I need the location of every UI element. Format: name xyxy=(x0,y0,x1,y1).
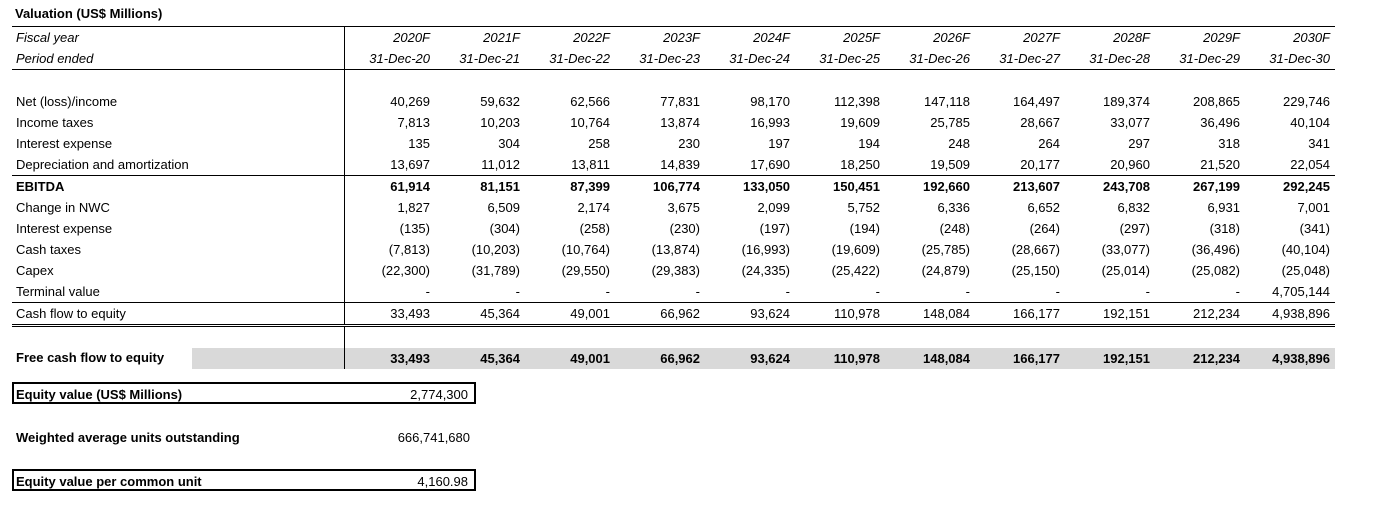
period-cell: 31-Dec-27 xyxy=(975,48,1065,70)
spacer-cell xyxy=(795,326,885,349)
fcf-value-cell: 192,151 xyxy=(1065,348,1155,369)
value-cell: 25,785 xyxy=(930,115,970,130)
value-cell: 192,660 xyxy=(885,176,975,198)
year-cell: 2022F xyxy=(525,27,615,49)
value-cell: - xyxy=(605,284,610,299)
value-cell: 40,104 xyxy=(1290,115,1330,130)
value-cell: 213,607 xyxy=(975,176,1065,198)
spacer-cell xyxy=(525,70,615,92)
value-cell: (258) xyxy=(579,221,610,236)
value-cell: 164,497 xyxy=(1013,94,1060,109)
value-cell: 135 xyxy=(345,133,436,154)
row-label: EBITDA xyxy=(12,176,345,198)
row-label: Interest expense xyxy=(16,221,113,236)
valuation-table xyxy=(12,26,1335,369)
fiscal-year-label: Fiscal year xyxy=(12,27,345,49)
value-cell: (33,077) xyxy=(1101,242,1150,257)
value-cell: - xyxy=(1145,284,1150,299)
value-cell: 7,001 xyxy=(1297,200,1330,215)
value-cell: 19,509 xyxy=(930,157,970,172)
value-cell: 33,077 xyxy=(1110,115,1150,130)
fcf-value-cell: 110,978 xyxy=(795,348,885,369)
equity-value-label: Equity value (US$ Millions) xyxy=(16,387,183,402)
period-cell: 31-Dec-29 xyxy=(1155,48,1245,70)
value-cell: 98,170 xyxy=(750,94,790,109)
value-cell: 61,914 xyxy=(345,176,436,198)
header-year-row xyxy=(12,27,1335,49)
value-cell: 13,697 xyxy=(345,154,436,176)
year-cell: 2020F xyxy=(345,27,436,49)
spacer-cell xyxy=(345,326,436,349)
spacer-cell xyxy=(975,326,1065,349)
value-cell: (19,609) xyxy=(831,242,880,257)
row-label: Cash flow to equity xyxy=(12,303,345,326)
fcf-value-cell: 166,177 xyxy=(975,348,1065,369)
value-cell: 194 xyxy=(858,136,880,151)
spacer-cell xyxy=(1245,70,1335,92)
value-cell: 133,050 xyxy=(705,176,795,198)
row-label: Interest expense xyxy=(16,136,113,151)
value-cell: 243,708 xyxy=(1065,176,1155,198)
value-cell: (24,335) xyxy=(741,263,790,278)
period-cell: 31-Dec-22 xyxy=(525,48,615,70)
spacer-cell xyxy=(1245,326,1335,349)
value-cell: (194) xyxy=(849,221,880,236)
value-cell: (10,203) xyxy=(471,242,520,257)
fcf-row xyxy=(12,348,1335,369)
year-cell: 2028F xyxy=(1065,27,1155,49)
spacer-cell xyxy=(885,70,975,92)
fcf-value-cell: 93,624 xyxy=(705,348,795,369)
fcf-value-cell: 148,084 xyxy=(885,348,975,369)
value-cell: 297 xyxy=(1128,136,1150,151)
units-label: Weighted average units outstanding xyxy=(16,430,240,445)
value-cell: (29,550) xyxy=(561,263,610,278)
spacer-cell xyxy=(1065,326,1155,349)
equity-value-box xyxy=(12,382,476,404)
period-cell: 31-Dec-28 xyxy=(1065,48,1155,70)
value-cell: - xyxy=(695,284,700,299)
spacer-cell xyxy=(795,70,885,92)
row-label: Cash taxes xyxy=(16,242,82,257)
spacer-cell xyxy=(345,70,436,92)
value-cell: 110,978 xyxy=(795,303,885,326)
header-period-row xyxy=(12,48,1335,70)
value-cell: 36,496 xyxy=(1200,115,1240,130)
spacer-cell xyxy=(615,326,705,349)
value-cell: 22,054 xyxy=(1290,157,1330,172)
spacer-row xyxy=(12,70,1335,92)
value-cell: 93,624 xyxy=(705,303,795,326)
value-cell: 21,520 xyxy=(1200,157,1240,172)
period-cell: 31-Dec-21 xyxy=(435,48,525,70)
spacer-cell xyxy=(435,70,525,92)
table-row xyxy=(12,133,1335,154)
value-cell: 208,865 xyxy=(1193,94,1240,109)
value-cell: 16,993 xyxy=(750,115,790,130)
value-cell: 6,832 xyxy=(1117,200,1150,215)
period-cell: 31-Dec-30 xyxy=(1245,48,1335,70)
value-cell: (25,150) xyxy=(1011,263,1060,278)
value-cell: 230 xyxy=(678,136,700,151)
value-cell: (7,813) xyxy=(345,239,436,260)
value-cell: (13,874) xyxy=(651,242,700,257)
value-cell: 341 xyxy=(1308,136,1330,151)
period-cell: 31-Dec-26 xyxy=(885,48,975,70)
value-cell: 10,764 xyxy=(570,115,610,130)
table-row xyxy=(12,112,1335,133)
sheet-title: Valuation (US$ Millions) xyxy=(15,6,163,21)
value-cell: 6,509 xyxy=(487,200,520,215)
value-cell: (25,014) xyxy=(1101,263,1150,278)
value-cell: 248 xyxy=(948,136,970,151)
row-label: Change in NWC xyxy=(16,200,110,215)
value-cell: 17,690 xyxy=(750,157,790,172)
value-cell: - xyxy=(965,284,970,299)
value-cell: 148,084 xyxy=(885,303,975,326)
value-cell: 20,177 xyxy=(1020,157,1060,172)
value-cell: - xyxy=(515,284,520,299)
spacer-cell xyxy=(1155,70,1245,92)
value-cell: 11,012 xyxy=(481,157,520,172)
value-cell: 40,269 xyxy=(345,91,436,112)
year-cell: 2027F xyxy=(975,27,1065,49)
fcf-shade xyxy=(192,348,344,369)
fcf-label-cell xyxy=(12,348,345,369)
value-cell: (22,300) xyxy=(345,260,436,281)
fcf-value-cell: 49,001 xyxy=(525,348,615,369)
spacer-cell xyxy=(615,70,705,92)
row-label: Net (loss)/income xyxy=(16,94,118,109)
value-cell: (16,993) xyxy=(741,242,790,257)
year-cell: 2026F xyxy=(885,27,975,49)
row-label: Income taxes xyxy=(16,115,94,130)
value-cell: 2,099 xyxy=(757,200,790,215)
value-cell: 4,705,144 xyxy=(1272,284,1330,299)
spacer-cell xyxy=(1155,326,1245,349)
year-cell: 2024F xyxy=(705,27,795,49)
table-row xyxy=(12,239,1335,260)
units-value: 666,741,680 xyxy=(397,430,470,445)
equity-value: 2,774,300 xyxy=(410,387,468,402)
value-cell: - xyxy=(1055,284,1060,299)
value-cell: 4,938,896 xyxy=(1245,303,1335,326)
value-cell: (248) xyxy=(939,221,970,236)
value-cell: 45,364 xyxy=(435,303,525,326)
value-cell: - xyxy=(785,284,790,299)
table-row xyxy=(12,154,1335,176)
fcf-value-cell: 33,493 xyxy=(345,348,436,369)
value-cell: 18,250 xyxy=(840,157,880,172)
table-row xyxy=(12,176,1335,198)
value-cell: 19,609 xyxy=(840,115,880,130)
spacer-cell xyxy=(885,326,975,349)
value-cell: (304) xyxy=(489,221,520,236)
spacer-label xyxy=(12,326,345,349)
fcf-value-cell: 4,938,896 xyxy=(1245,348,1335,369)
value-cell: 147,118 xyxy=(923,94,970,109)
value-cell: 6,931 xyxy=(1207,200,1240,215)
value-cell: 197 xyxy=(768,136,790,151)
spacer-cell xyxy=(705,70,795,92)
value-cell: 112,398 xyxy=(833,94,880,109)
year-cell: 2025F xyxy=(795,27,885,49)
table-row xyxy=(12,303,1335,326)
value-cell: (10,764) xyxy=(561,242,610,257)
fcf-label: Free cash flow to equity xyxy=(16,350,192,365)
period-cell: 31-Dec-24 xyxy=(705,48,795,70)
per-unit-value: 4,160.98 xyxy=(417,474,468,489)
value-cell: (135) xyxy=(345,218,436,239)
value-cell: 318 xyxy=(1218,136,1240,151)
value-cell: (40,104) xyxy=(1281,242,1330,257)
value-cell: 14,839 xyxy=(660,157,700,172)
value-cell: 5,752 xyxy=(847,200,880,215)
year-cell: 2023F xyxy=(615,27,705,49)
value-cell: (264) xyxy=(1029,221,1060,236)
spacer-row xyxy=(12,326,1335,349)
value-cell: (341) xyxy=(1299,221,1330,236)
spacer-cell xyxy=(705,326,795,349)
units-row xyxy=(12,427,476,449)
value-cell: 77,831 xyxy=(660,94,700,109)
per-unit-box xyxy=(12,469,476,491)
value-cell: 20,960 xyxy=(1110,157,1150,172)
value-cell: (25,785) xyxy=(921,242,970,257)
value-cell: (25,422) xyxy=(831,263,880,278)
value-cell: 59,632 xyxy=(480,94,520,109)
period-cell: 31-Dec-23 xyxy=(615,48,705,70)
period-label: Period ended xyxy=(12,48,345,70)
row-label: Terminal value xyxy=(16,284,100,299)
value-cell: 13,811 xyxy=(571,157,610,172)
value-cell: (197) xyxy=(759,221,790,236)
value-cell: 192,151 xyxy=(1065,303,1155,326)
spacer-cell xyxy=(975,70,1065,92)
value-cell: 229,746 xyxy=(1283,94,1330,109)
value-cell: 6,652 xyxy=(1027,200,1060,215)
value-cell: (28,667) xyxy=(1011,242,1060,257)
value-cell: 166,177 xyxy=(975,303,1065,326)
fcf-value-cell: 66,962 xyxy=(615,348,705,369)
value-cell: 292,245 xyxy=(1245,176,1335,198)
value-cell: 87,399 xyxy=(525,176,615,198)
value-cell: 1,827 xyxy=(345,197,436,218)
fcf-value-cell: 212,234 xyxy=(1155,348,1245,369)
row-label: Depreciation and amortization xyxy=(16,157,189,172)
value-cell: (318) xyxy=(1209,221,1240,236)
value-cell: 3,675 xyxy=(667,200,700,215)
value-cell: 33,493 xyxy=(345,303,436,326)
value-cell: (29,383) xyxy=(651,263,700,278)
table-row xyxy=(12,91,1335,112)
period-cell: 31-Dec-20 xyxy=(345,48,436,70)
value-cell: (31,789) xyxy=(471,263,520,278)
value-cell: 267,199 xyxy=(1155,176,1245,198)
value-cell: 7,813 xyxy=(345,112,436,133)
value-cell: 2,174 xyxy=(577,200,610,215)
spacer-label xyxy=(12,70,345,92)
spacer-cell xyxy=(525,326,615,349)
table-row xyxy=(12,281,1335,303)
value-cell: (25,048) xyxy=(1281,263,1330,278)
year-cell: 2021F xyxy=(435,27,525,49)
value-cell: 28,667 xyxy=(1020,115,1060,130)
value-cell: 49,001 xyxy=(525,303,615,326)
value-cell: 212,234 xyxy=(1155,303,1245,326)
value-cell: (25,082) xyxy=(1191,263,1240,278)
table-row xyxy=(12,218,1335,239)
value-cell: 66,962 xyxy=(615,303,705,326)
value-cell: 106,774 xyxy=(615,176,705,198)
value-cell: 189,374 xyxy=(1103,94,1150,109)
value-cell: (36,496) xyxy=(1191,242,1240,257)
value-cell: 264 xyxy=(1038,136,1060,151)
value-cell: 304 xyxy=(498,136,520,151)
spacer-cell xyxy=(435,326,525,349)
fcf-value-cell: 45,364 xyxy=(435,348,525,369)
row-label: Capex xyxy=(16,263,54,278)
value-cell: (230) xyxy=(669,221,700,236)
year-cell: 2029F xyxy=(1155,27,1245,49)
table-row xyxy=(12,197,1335,218)
value-cell: 10,203 xyxy=(480,115,520,130)
value-cell: 81,151 xyxy=(435,176,525,198)
year-cell: 2030F xyxy=(1245,27,1335,49)
value-cell: (24,879) xyxy=(921,263,970,278)
value-cell: 13,874 xyxy=(660,115,700,130)
value-cell: 258 xyxy=(588,136,610,151)
period-cell: 31-Dec-25 xyxy=(795,48,885,70)
value-cell: (297) xyxy=(1119,221,1150,236)
value-cell: 150,451 xyxy=(795,176,885,198)
value-cell: 6,336 xyxy=(937,200,970,215)
value-cell: - xyxy=(875,284,880,299)
per-unit-label: Equity value per common unit xyxy=(16,474,202,489)
value-cell: - xyxy=(1235,284,1240,299)
value-cell: 62,566 xyxy=(570,94,610,109)
table-row xyxy=(12,260,1335,281)
value-cell: - xyxy=(345,281,436,303)
spacer-cell xyxy=(1065,70,1155,92)
